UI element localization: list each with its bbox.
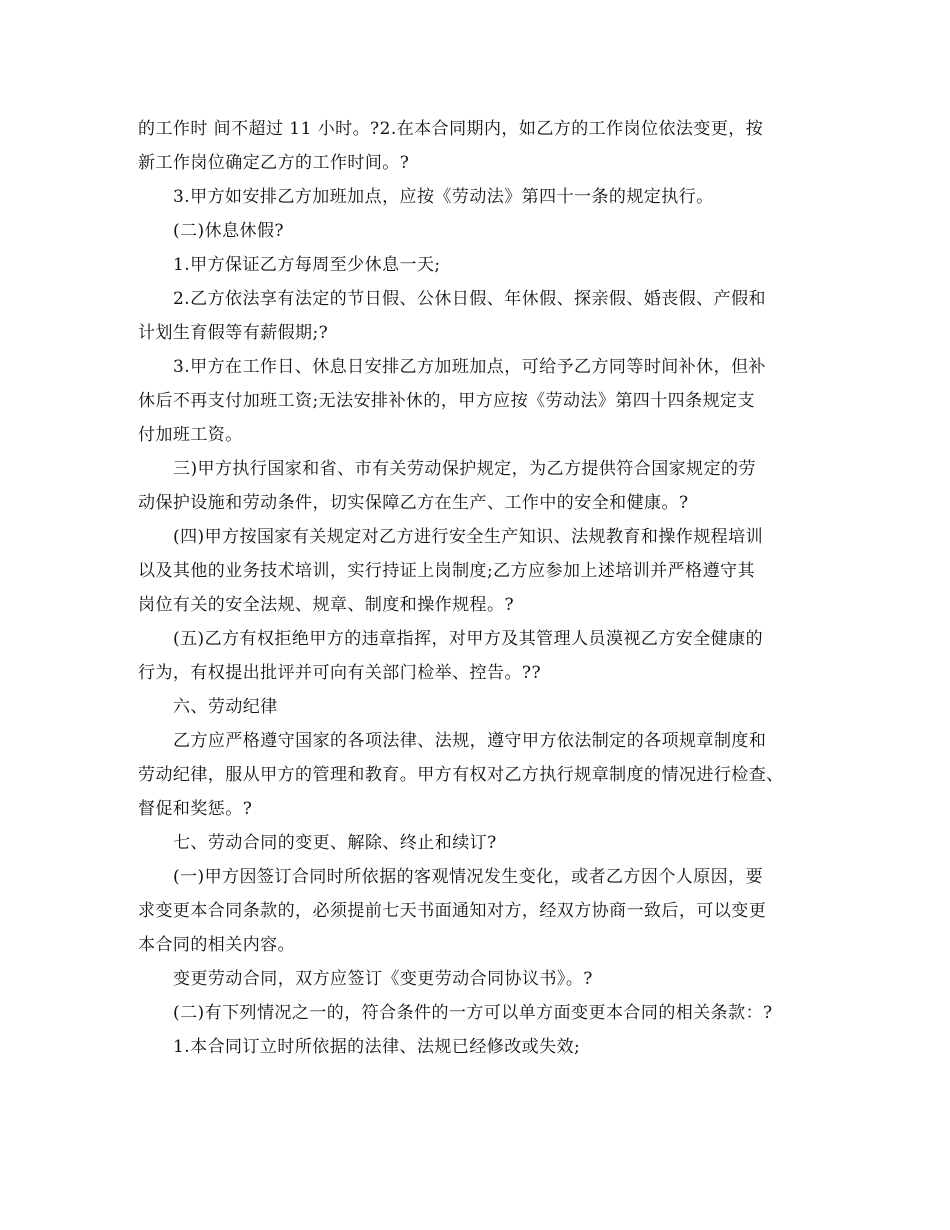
text-line: 本合同的相关内容。 (138, 935, 296, 955)
text-line: 六、劳动纪律 (173, 697, 278, 717)
text-line: 1.甲方保证乙方每周至少休息一天; (173, 255, 441, 275)
text-line: 以及其他的业务技术培训，实行持证上岗制度;乙方应参加上述培训并严格遵守其 (138, 561, 755, 581)
text-line: 1.本合同订立时所依据的法律、法规已经修改或失效; (173, 1037, 581, 1057)
text-line: (一)甲方因签订合同时所依据的客观情况发生变化，或者乙方因个人原因，要 (173, 867, 764, 887)
text-line: 行为，有权提出批评并可向有关部门检举、控告。?? (138, 663, 542, 683)
text-line: (二)有下列情况之一的，符合条件的一方可以单方面变更本合同的相关条款：? (173, 1003, 773, 1023)
text-line: 新工作岗位确定乙方的工作时间。? (138, 153, 410, 173)
text-line: 求变更本合同条款的，必须提前七天书面通知对方，经双方协商一致后，可以变更 (138, 901, 767, 921)
text-line: 变更劳动合同，双方应签订《变更劳动合同协议书》。? (173, 969, 593, 989)
text-line: 岗位有关的安全法规、规章、制度和操作规程。? (138, 595, 515, 615)
text-line: 3.甲方在工作日、休息日安排乙方加班加点，可给予乙方同等时间补休，但补 (173, 357, 766, 377)
text-line: (五)乙方有权拒绝甲方的违章指挥，对甲方及其管理人员漠视乙方安全健康的 (173, 629, 764, 649)
text-line: 付加班工资。 (138, 425, 243, 445)
text-line: (四)甲方按国家有关规定对乙方进行安全生产知识、法规教育和操作规程培训 (173, 527, 764, 547)
text-line: 督促和奖惩。? (138, 799, 253, 819)
text-line: 休后不再支付加班工资;无法安排补休的，甲方应按《劳动法》第四十四条规定支 (138, 391, 755, 411)
text-line: 动保护设施和劳动条件，切实保障乙方在生产、工作中的安全和健康。? (138, 493, 689, 513)
text-line: 劳动纪律，服从甲方的管理和教育。甲方有权对乙方执行规章制度的情况进行检查、 (138, 765, 784, 785)
text-line: 的工作时 间不超过 11 小时。?2.在本合同期内，如乙方的工作岗位依法变更，按 (138, 119, 764, 139)
document-body (138, 112, 828, 1064)
text-line: 3.甲方如安排乙方加班加点，应按《劳动法》第四十一条的规定执行。 (173, 187, 714, 207)
text-line: (二)休息休假? (173, 221, 284, 241)
text-line: 三)甲方执行国家和省、市有关劳动保护规定，为乙方提供符合国家规定的劳 (173, 459, 756, 479)
text-line: 七、劳动合同的变更、解除、终止和续订? (173, 833, 497, 853)
text-line: 计划生育假等有薪假期;? (138, 323, 329, 343)
text-line: 2.乙方依法享有法定的节日假、公休日假、年休假、探亲假、婚丧假、产假和 (173, 289, 766, 309)
text-line: 乙方应严格遵守国家的各项法律、法规，遵守甲方依法制定的各项规章制度和 (173, 731, 767, 751)
